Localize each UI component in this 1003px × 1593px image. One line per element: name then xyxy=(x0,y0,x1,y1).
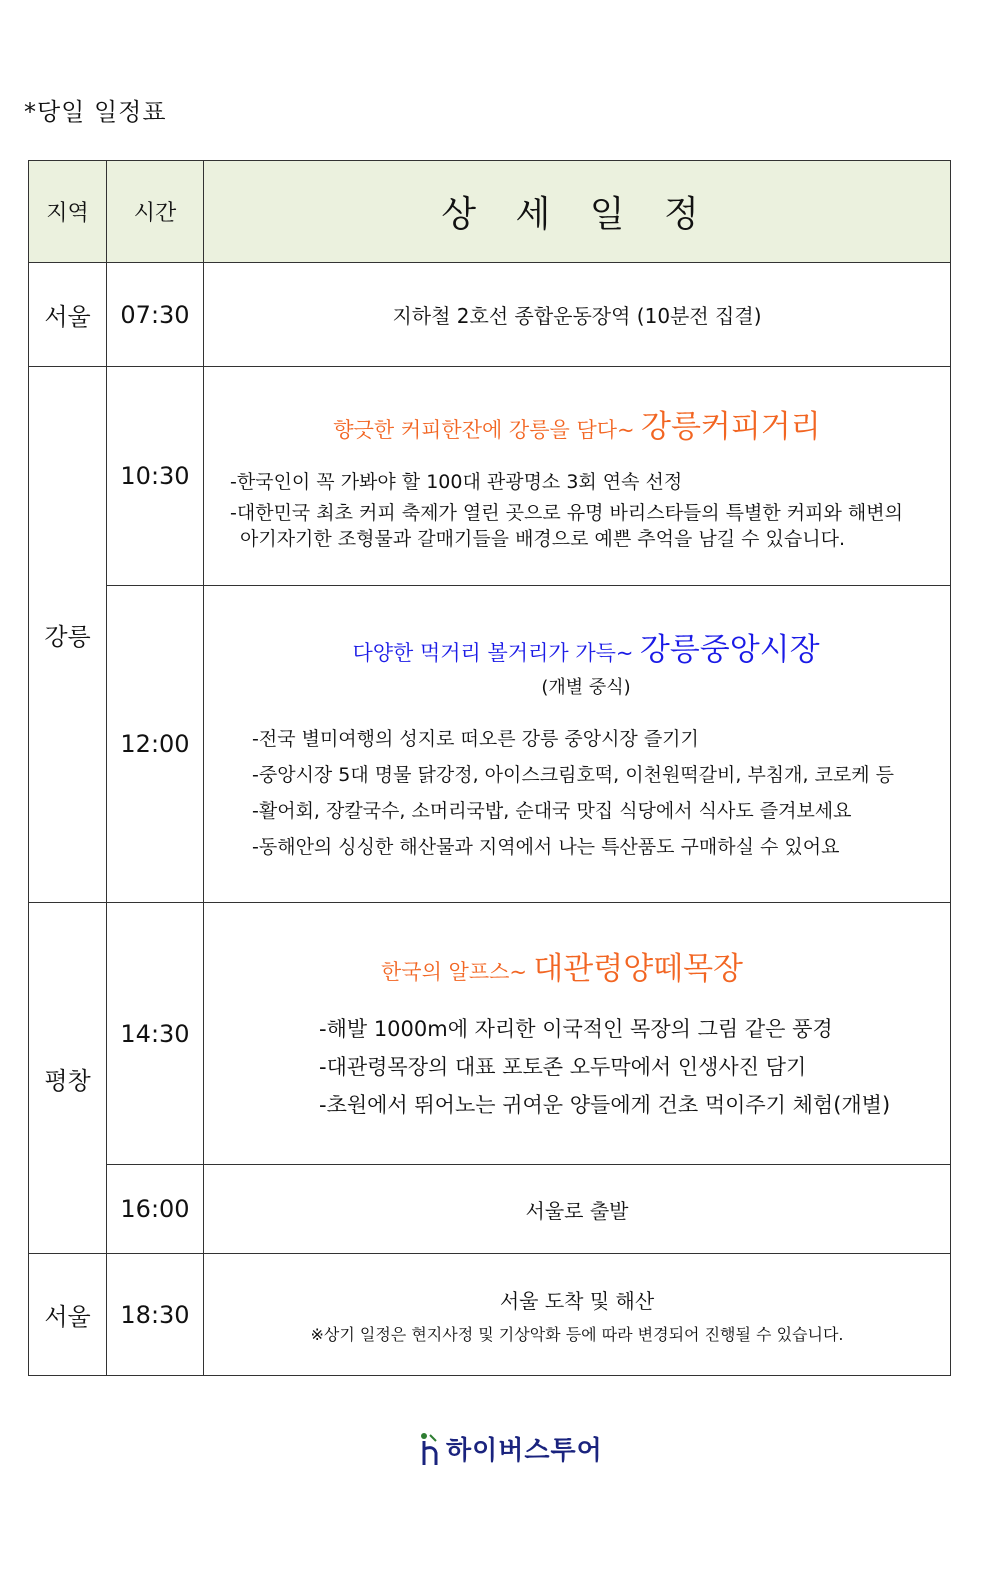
company-logo xyxy=(420,1430,603,1467)
region-cell: 서울 xyxy=(29,263,107,367)
time-cell: 16:00 xyxy=(107,1165,204,1254)
notice-text: ※상기 일정은 현지사정 및 기상악화 등에 따라 변경되어 진행될 수 있습니다. xyxy=(310,1324,844,1344)
bullet-item: -해발 1000m에 자리한 이국적인 목장의 그림 같은 풍경 xyxy=(319,1017,833,1041)
attraction-title: 강릉커피거리 xyxy=(641,408,821,445)
schedule-table xyxy=(28,160,951,1376)
table-row xyxy=(29,903,951,1165)
attraction-subtitle: 다양한 먹거리 볼거리가 가득~ xyxy=(352,640,634,665)
detail-cell xyxy=(204,263,951,367)
bullet-item: -초원에서 뛰어노는 귀여운 양들에게 건초 먹이주기 체험(개별) xyxy=(319,1093,891,1117)
lunch-note: (개별 중식) xyxy=(541,676,631,698)
detail-text: 서울 도착 및 해산 xyxy=(499,1288,655,1313)
time-cell: 07:30 xyxy=(107,263,204,367)
bullet-item: -한국인이 꼭 가봐야 할 100대 관광명소 3회 연속 선정 xyxy=(230,470,683,493)
header-region: 지역 xyxy=(29,161,107,263)
time-cell: 10:30 xyxy=(107,367,204,586)
attraction-title: 강릉중앙시장 xyxy=(639,631,820,668)
bullet-item: -전국 별미여행의 성지로 떠오른 강릉 중앙시장 즐기기 xyxy=(252,727,699,750)
bullet-item: -동해안의 싱싱한 해산물과 지역에서 나는 특산품도 구매하실 수 있어요 xyxy=(252,835,840,858)
time-cell: 14:30 xyxy=(107,903,204,1165)
table-row xyxy=(29,1165,951,1254)
time-cell: 12:00 xyxy=(107,586,204,903)
region-cell: 강릉 xyxy=(29,367,107,903)
header-time: 시간 xyxy=(107,161,204,263)
detail-cell xyxy=(204,367,951,586)
region-cell: 평창 xyxy=(29,903,107,1254)
bullet-item: -대한민국 최초 커피 축제가 열린 곳으로 유명 바리스타들의 특별한 커피와 해변의 xyxy=(230,501,903,524)
time-cell: 18:30 xyxy=(107,1254,204,1376)
bullet-item: -대관령목장의 대표 포토존 오두막에서 인생사진 담기 xyxy=(319,1055,807,1079)
attraction-subtitle: 한국의 알프스~ xyxy=(381,960,527,984)
detail-text: 지하철 2호선 종합운동장역 (10분전 집결) xyxy=(392,304,762,328)
bullet-item: 아기자기한 조형물과 갈매기들을 배경으로 예쁜 추억을 남길 수 있습니다. xyxy=(240,527,845,550)
header-detail: 상 세 일 정 xyxy=(204,161,951,263)
attraction-subtitle: 향긋한 커피한잔에 강릉을 담다~ xyxy=(333,417,635,442)
table-row xyxy=(29,367,951,586)
detail-cell xyxy=(204,1165,951,1254)
bullet-item: -활어회, 장칼국수, 소머리국밥, 순대국 맛집 식당에서 식사도 즐겨보세요 xyxy=(252,799,852,822)
detail-cell xyxy=(204,903,951,1165)
person-icon xyxy=(420,1431,442,1467)
table-row xyxy=(29,586,951,903)
bullet-item: -중앙시장 5대 명물 닭강정, 아이스크림호떡, 이천원떡갈비, 부침개, 코로케 등 xyxy=(252,763,895,786)
page-title: *당일 일정표 xyxy=(24,98,167,126)
logo-text: 하이버스투어 xyxy=(446,1436,603,1466)
detail-text: 서울로 출발 xyxy=(525,1198,629,1223)
detail-cell xyxy=(204,586,951,903)
table-row xyxy=(29,263,951,367)
attraction-title: 대관령양떼목장 xyxy=(533,951,743,987)
region-cell: 서울 xyxy=(29,1254,107,1376)
table-row xyxy=(29,1254,951,1376)
detail-cell xyxy=(204,1254,951,1376)
table-header-row xyxy=(29,161,951,263)
